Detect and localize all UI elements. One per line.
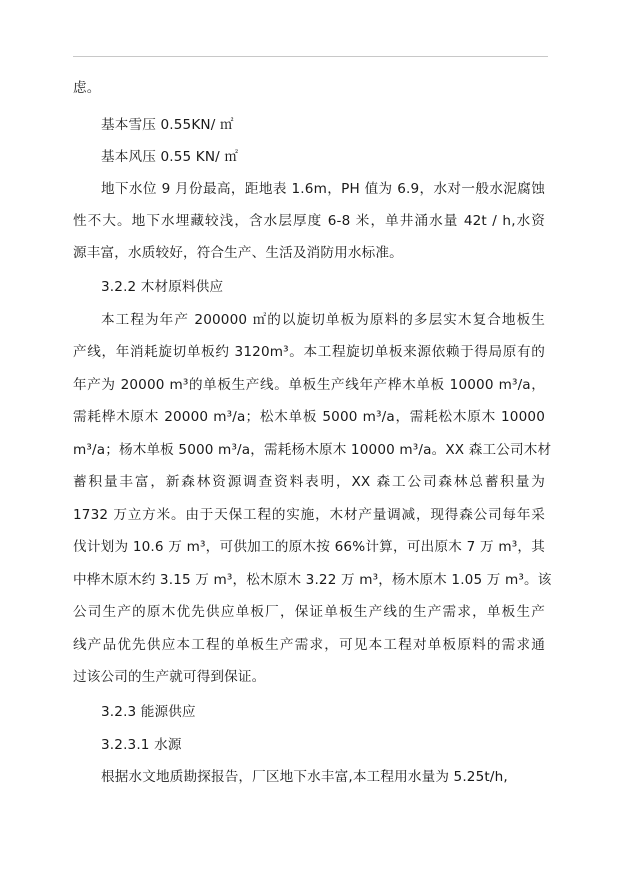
text-line: 中桦木原木约 3.15 万 m³，松木原木 3.22 万 m³，杨木原木 1.05 万 m³。该 xyxy=(73,572,552,588)
text-line: 伐计划为 10.6 万 m³，可供加工的原木按 66%计算，可出原木 7 万 m³，其 xyxy=(73,539,545,555)
text-line: 产线，年消耗旋切单板约 3120m³。本工程旋切单板来源依赖于得局原有的 xyxy=(73,344,545,360)
section-heading-3-2-3: 3.2.3 能源供应 xyxy=(101,704,196,720)
section-heading-3-2-3-1: 3.2.3.1 水源 xyxy=(101,737,182,753)
text-line: 过该公司的生产就可得到保证。 xyxy=(73,669,266,685)
text-line: 公司生产的原木优先供应单板厂，保证单板生产线的生产需求，单板生产 xyxy=(73,604,545,620)
text-line: 性不大。地下水埋藏较浅，含水层厚度 6-8 米，单井涌水量 42t / h,水资 xyxy=(73,213,545,229)
text-line-wind-pressure: 基本风压 0.55 KN/ ㎡ xyxy=(101,149,239,165)
text-line-snow-pressure: 基本雪压 0.55KN/ ㎡ xyxy=(101,117,234,133)
text-line: m³/a；杨木单板 5000 m³/a，需耗杨木原木 10000 m³/a。XX 森工公司木材 xyxy=(73,442,552,458)
text-line: 年产为 20000 m³的单板生产线。单板生产线年产桦木单板 10000 m³/a， xyxy=(73,377,545,393)
text-line: 源丰富，水质较好，符合生产、生活及消防用水标准。 xyxy=(73,245,403,261)
text-line: 线产品优先供应本工程的单板生产需求，可见本工程对单板原料的需求通 xyxy=(73,637,545,653)
text-line: 需耗桦木原木 20000 m³/a；松木单板 5000 m³/a，需耗松木原木 10000 xyxy=(73,409,545,425)
text-line: 根据水文地质勘探报告，厂区地下水丰富,本工程用水量为 5.25t/h, xyxy=(101,769,508,785)
text-line: 蓄积量丰富，新森林资源调查资料表明，XX 森工公司森林总蓄积量为 xyxy=(73,474,545,490)
text-line: 虑。 xyxy=(73,80,101,96)
section-heading-3-2-2: 3.2.2 木材原料供应 xyxy=(101,279,224,295)
header-rule xyxy=(73,56,548,57)
text-line: 地下水位 9 月份最高，距地表 1.6m，PH 值为 6.9，水对一般水泥腐蚀 xyxy=(101,181,545,197)
text-line: 本工程为年产 200000 ㎡的以旋切单板为原料的多层实木复合地板生 xyxy=(101,312,545,328)
text-line: 1732 万立方米。由于天保工程的实施，木材产量调减，现得森公司每年采 xyxy=(73,507,545,523)
